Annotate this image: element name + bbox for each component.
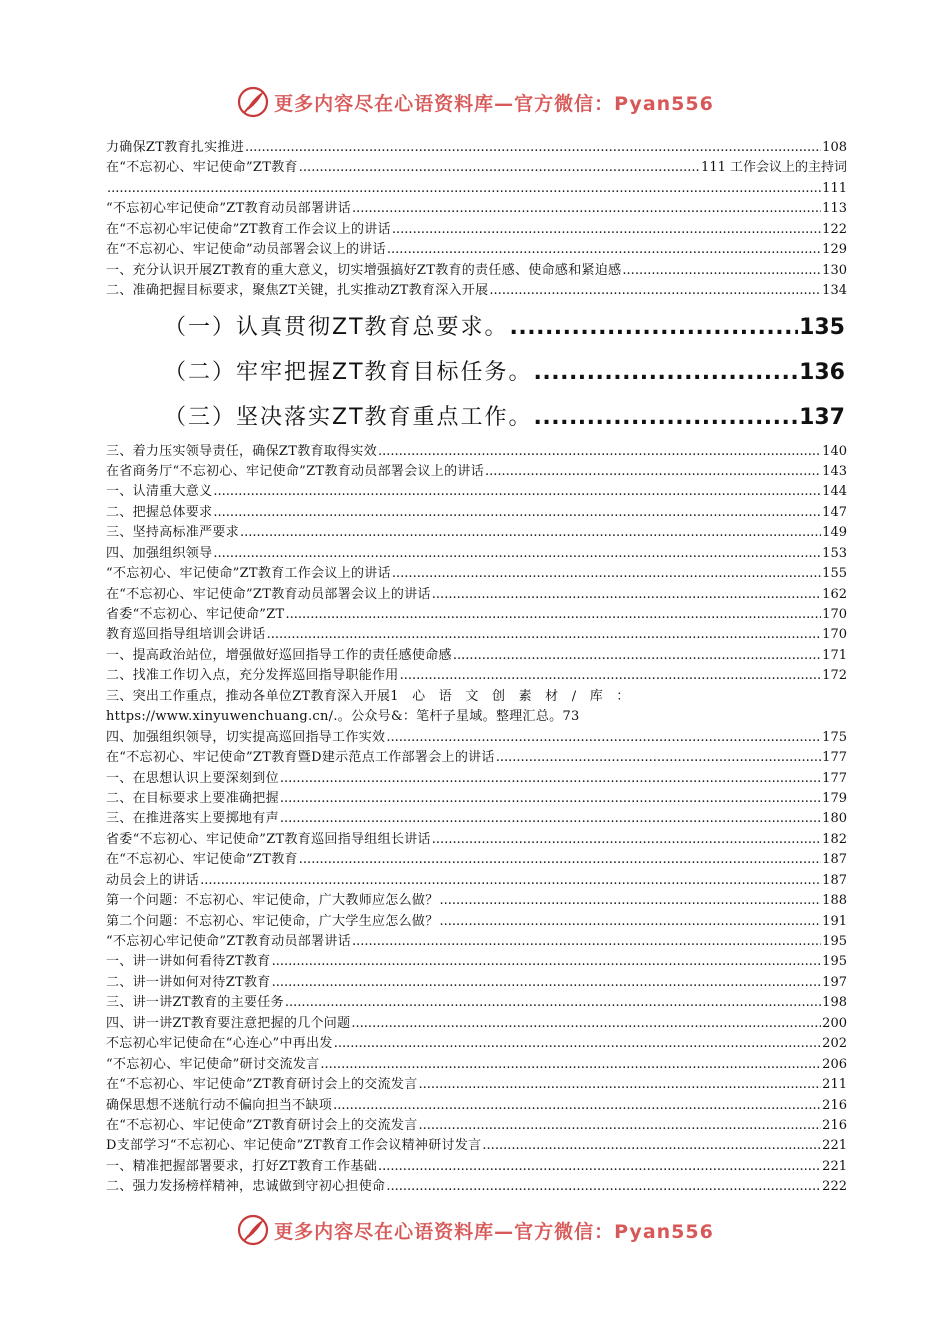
toc-leader-dots	[280, 789, 821, 809]
toc-entry[interactable]	[106, 973, 847, 993]
toc-entry-title: 教育巡回指导组培训会讲话	[106, 627, 266, 643]
toc-entry-page: 155	[822, 566, 847, 582]
toc-leader-dots	[440, 912, 822, 932]
toc-entry-title: 三、突出工作重点，推动各单位ZT教育深入开展1 心 语 文 创 素 材 / 库 ：	[106, 688, 630, 704]
toc-entry-title: 一、精准把握部署要求，打好ZT教育工作基础	[106, 1158, 378, 1174]
toc-leader-dots	[392, 220, 821, 240]
toc-entry-page: 143	[822, 463, 847, 479]
toc-leader-dots	[272, 973, 822, 993]
toc-leader-dots	[285, 993, 821, 1013]
toc-leader-dots	[200, 871, 821, 891]
toc-entry-title: 二、把握总体要求	[106, 504, 213, 520]
toc-entry[interactable]	[106, 281, 847, 301]
toc-entry-title: 在“不忘初心牢记使命”ZT教育工作会议上的讲话	[106, 221, 391, 237]
toc-entry[interactable]	[106, 1075, 847, 1095]
toc-entry[interactable]	[106, 728, 847, 748]
toc-entry-page: 211	[822, 1077, 847, 1093]
toc-entry-title: 在“不忘初心、牢记使命”ZT教育动员部署会议上的讲话	[106, 586, 431, 602]
toc-entry-title: 一、认清重大意义	[106, 484, 213, 500]
toc-entry-title: 三、讲一讲ZT教育的主要任务	[106, 995, 284, 1011]
toc-leader-dots	[392, 564, 821, 584]
toc-leader-dots	[333, 1096, 821, 1116]
toc-entry[interactable]	[106, 442, 847, 462]
toc-entry[interactable]	[106, 912, 847, 932]
toc-leader-dots	[267, 625, 822, 645]
toc-entry-page: 216	[822, 1117, 847, 1133]
toc-leader-dots	[485, 462, 821, 482]
toc-entry-page: 222	[822, 1179, 847, 1195]
toc-entry-page: 202	[822, 1036, 847, 1052]
toc-leader-dots	[419, 1116, 822, 1136]
toc-entry[interactable]	[106, 993, 847, 1013]
toc-leader-dots	[240, 523, 821, 543]
toc-entry-title: 第二个问题：不忘初心、牢记使命，广大学生应怎么做？	[106, 913, 439, 929]
toc-entry[interactable]	[106, 830, 847, 850]
toc-heading-entry[interactable]	[106, 350, 847, 395]
toc-leader-dots	[482, 1136, 821, 1156]
toc-entry-title: 省委“不忘初心、牢记使命”ZT教育巡回指导组组长讲话	[106, 831, 431, 847]
toc-leader-dots	[440, 891, 822, 911]
toc-leader-dots	[286, 605, 822, 625]
quill-logo-icon	[236, 85, 270, 119]
toc-entry-page: 180	[822, 811, 847, 827]
toc-entry-page: 111 工作会议上的主持词	[701, 160, 847, 176]
toc-entry-title: 三、坚持高标准严要求	[106, 525, 240, 541]
toc-entry-title: 四、讲一讲ZT教育要注意把握的几个问题	[106, 1015, 351, 1031]
toc-leader-dots	[386, 728, 821, 748]
toc-entry[interactable]	[106, 523, 847, 543]
toc-entry[interactable]	[106, 666, 847, 686]
toc-entry-title: 二、强力发扬榜样精神，忠诚做到守初心担使命	[106, 1179, 386, 1195]
toc-entry-page: 134	[822, 283, 847, 299]
toc-entry-title: 一、提高政治站位，增强做好巡回指导工作的责任感使命感	[106, 647, 452, 663]
toc-entry[interactable]	[106, 1055, 847, 1075]
toc-entry[interactable]	[106, 482, 847, 502]
brand-text: 更多内容尽在心语资料库—官方微信：Pyan556	[274, 92, 714, 115]
toc-entry[interactable]	[106, 158, 847, 178]
toc-entry-title: 在“不忘初心、牢记使命”动员部署会议上的讲话	[106, 242, 386, 258]
toc-entry-page: 140	[822, 443, 847, 459]
toc-entry-title: 省委“不忘初心、牢记使命”ZT	[106, 607, 285, 622]
toc-entry[interactable]	[106, 952, 847, 972]
toc-heading-entry[interactable]	[106, 305, 847, 350]
toc-entry-page: 191	[822, 913, 847, 929]
toc-entry[interactable]	[106, 871, 847, 891]
toc-leader-dots	[432, 830, 821, 850]
toc-entry[interactable]	[106, 1177, 847, 1197]
toc-leader-dots	[432, 585, 821, 605]
toc-entry-page: 221	[822, 1138, 847, 1154]
toc-entry-page: 113	[822, 201, 847, 217]
toc-leader-dots	[352, 199, 821, 219]
toc-leader-dots	[510, 305, 799, 350]
toc-entry[interactable]	[106, 687, 847, 707]
toc-leader-dots	[213, 482, 821, 502]
toc-leader-dots	[299, 158, 700, 178]
toc-entry-page: 182	[822, 831, 847, 847]
toc-entry-title: 第一个问题：不忘初心、牢记使命，广大教师应怎么做？	[106, 893, 439, 909]
toc-entry[interactable]	[106, 932, 847, 952]
toc-entry[interactable]	[106, 261, 847, 281]
toc-entry-page: 177	[822, 770, 847, 786]
toc-entry[interactable]	[106, 199, 847, 219]
toc-entry-page: 200	[822, 1015, 847, 1031]
toc-entry-page: 177	[822, 750, 847, 766]
brand-header	[0, 82, 950, 122]
toc-entry-title: 二、讲一讲如何对待ZT教育	[106, 974, 271, 990]
toc-entry-title: 四、加强组织领导，切实提高巡回指导工作实效	[106, 729, 386, 745]
toc-entry-title: （三）坚决落实ZT教育重点工作。	[164, 404, 533, 430]
toc-entry[interactable]	[106, 891, 847, 911]
toc-leader-dots	[107, 179, 821, 199]
toc-entry[interactable]	[106, 544, 847, 564]
toc-entry-page: 135	[799, 314, 845, 340]
toc-entry[interactable]	[106, 503, 847, 523]
toc-entry-page: 130	[822, 262, 847, 278]
toc-entry[interactable]	[106, 585, 847, 605]
table-of-contents	[106, 138, 847, 1198]
toc-leader-dots	[378, 442, 821, 462]
brand-text: 更多内容尽在心语资料库—官方微信：Pyan556	[274, 1220, 714, 1243]
toc-entry-title: “不忘初心牢记使命”ZT教育动员部署讲话	[106, 934, 351, 949]
toc-leader-dots	[351, 1014, 821, 1034]
toc-entry-title: 四、加强组织领导	[106, 545, 213, 561]
toc-entry[interactable]	[106, 1116, 847, 1136]
toc-entry-page: 197	[822, 974, 847, 990]
toc-entry-title: （一）认真贯彻ZT教育总要求。	[164, 314, 509, 340]
toc-entry-title: 不忘初心牢记使命在“心连心”中再出发	[106, 1036, 333, 1052]
toc-entry-page: 172	[822, 668, 847, 684]
toc-entry-page: 198	[822, 995, 847, 1011]
toc-entry-title: 在“不忘初心、牢记使命”ZT教育暨D建示范点工作部署会上的讲话	[106, 750, 495, 766]
toc-entry-title: 力确保ZT教育扎实推进	[106, 140, 245, 155]
toc-leader-dots	[419, 1075, 822, 1095]
toc-entry-page: 206	[822, 1056, 847, 1072]
toc-entry[interactable]	[106, 1157, 847, 1177]
toc-entry[interactable]	[106, 1014, 847, 1034]
toc-entry-title: “不忘初心牢记使命”ZT教育动员部署讲话	[106, 201, 351, 217]
toc-entry-title: 在“不忘初心、牢记使命”ZT教育	[106, 852, 298, 868]
toc-leader-dots	[320, 1055, 821, 1075]
toc-entry-page: 195	[822, 934, 847, 949]
toc-leader-dots	[213, 503, 821, 523]
toc-entry-page: 149	[822, 525, 847, 541]
toc-entry-page: 162	[822, 586, 847, 602]
toc-entry-page: 147	[822, 504, 847, 520]
toc-leader-dots	[299, 850, 821, 870]
toc-entry[interactable]	[106, 850, 847, 870]
toc-entry-title: 二、找准工作切入点，充分发挥巡回指导职能作用	[106, 668, 399, 684]
toc-entry[interactable]	[106, 748, 847, 768]
toc-entry-title: 确保思想不迷航行动不偏向担当不缺项	[106, 1097, 333, 1113]
toc-leader-dots	[387, 240, 821, 260]
toc-entry-title: “不忘初心、牢记使命”ZT教育工作会议上的讲话	[106, 566, 391, 582]
brand-footer	[0, 1210, 950, 1250]
toc-entry-page: 187	[822, 852, 847, 868]
toc-leader-dots	[280, 769, 821, 789]
toc-entry-title: 二、准确把握目标要求，聚焦ZT关键，扎实推动ZT教育深入开展	[106, 283, 489, 299]
toc-leader-dots	[622, 261, 821, 281]
toc-entry-title: 一、讲一讲如何看待ZT教育	[106, 954, 271, 970]
toc-entry-title: 在“不忘初心、牢记使命”ZT教育研讨会上的交流发言	[106, 1117, 418, 1133]
toc-entry[interactable]	[106, 564, 847, 584]
toc-entry[interactable]	[106, 809, 847, 829]
toc-entry[interactable]	[106, 220, 847, 240]
toc-leader-dots	[245, 138, 821, 158]
toc-entry-page: 170	[822, 627, 847, 643]
toc-entry-title: 动员会上的讲话	[106, 872, 200, 888]
toc-entry-title: （二）牢牢把握ZT教育目标任务。	[164, 359, 533, 385]
toc-leader-dots	[352, 932, 821, 952]
toc-entry[interactable]	[106, 1096, 847, 1116]
toc-entry[interactable]	[106, 1136, 847, 1156]
toc-entry-page: 170	[822, 607, 847, 622]
toc-entry[interactable]	[106, 605, 847, 625]
toc-leader-dots	[496, 748, 821, 768]
toc-entry-page: 188	[822, 893, 847, 909]
toc-entry-page: 195	[822, 954, 847, 970]
toc-entry[interactable]	[106, 462, 847, 482]
toc-entry-page: 122	[822, 221, 847, 237]
toc-entry[interactable]	[106, 625, 847, 645]
toc-leader-dots	[280, 809, 821, 829]
toc-entry-title: 三、着力压实领导责任，确保ZT教育取得实效	[106, 443, 378, 459]
toc-entry-title: 三、在推进落实上要掷地有声	[106, 811, 279, 827]
quill-logo-icon	[236, 1213, 270, 1247]
toc-entry-title: “不忘初心、牢记使命”研讨交流发言	[106, 1056, 320, 1072]
toc-leader-dots	[334, 1034, 821, 1054]
toc-entry-page: 153	[822, 545, 847, 561]
toc-entry[interactable]	[106, 769, 847, 789]
toc-entry-page: 144	[822, 484, 847, 500]
toc-entry-page: 175	[822, 729, 847, 745]
toc-leader-dots	[378, 1157, 821, 1177]
toc-entry[interactable]	[106, 179, 847, 199]
toc-entry-page: 187	[822, 872, 847, 888]
toc-entry-title: 在省商务厅“不忘初心、牢记使命”ZT教育动员部署会议上的讲话	[106, 463, 484, 479]
toc-entry-page: 137	[799, 404, 845, 430]
toc-heading-entry[interactable]	[106, 395, 847, 440]
toc-leader-dots	[453, 646, 821, 666]
toc-entry-page: 171	[822, 647, 847, 663]
toc-leader-dots	[386, 1177, 821, 1197]
toc-leader-dots	[534, 395, 799, 440]
toc-entry-title: 一、充分认识开展ZT教育的重大意义，切实增强搞好ZT教育的责任感、使命感和紧迫感	[106, 262, 622, 278]
toc-entry[interactable]	[106, 138, 847, 158]
toc-entry-title: D支部学习“不忘初心、牢记使命”ZT教育工作会议精神研讨发言	[106, 1138, 482, 1154]
toc-entry-page: 108	[822, 140, 847, 155]
toc-entry-page: 179	[822, 790, 847, 806]
toc-entry-page: 129	[822, 242, 847, 258]
toc-leader-dots	[534, 350, 799, 395]
toc-entry-title: 二、在目标要求上要准确把握	[106, 790, 279, 806]
toc-entry[interactable]	[106, 240, 847, 260]
toc-leader-dots	[489, 281, 821, 301]
toc-entry[interactable]	[106, 707, 847, 727]
toc-entry[interactable]	[106, 646, 847, 666]
toc-leader-dots	[272, 952, 822, 972]
toc-entry-page: 221	[822, 1158, 847, 1174]
toc-entry-title: 在“不忘初心、牢记使命”ZT教育	[106, 160, 298, 176]
toc-entry-page: 136	[799, 359, 845, 385]
toc-leader-dots	[213, 544, 821, 564]
toc-entry-page: 111	[822, 180, 847, 196]
toc-entry-title: 一、在思想认识上要深刻到位	[106, 770, 279, 786]
toc-leader-dots	[400, 666, 822, 686]
toc-entry-title: 在“不忘初心、牢记使命”ZT教育研讨会上的交流发言	[106, 1077, 418, 1093]
toc-entry[interactable]	[106, 789, 847, 809]
toc-entry[interactable]	[106, 1034, 847, 1054]
toc-entry-title: https://www.xinyuwenchuang.cn/.。公众号&：笔杆子星域。整理汇总。73	[106, 709, 580, 725]
toc-entry-page: 216	[822, 1097, 847, 1113]
